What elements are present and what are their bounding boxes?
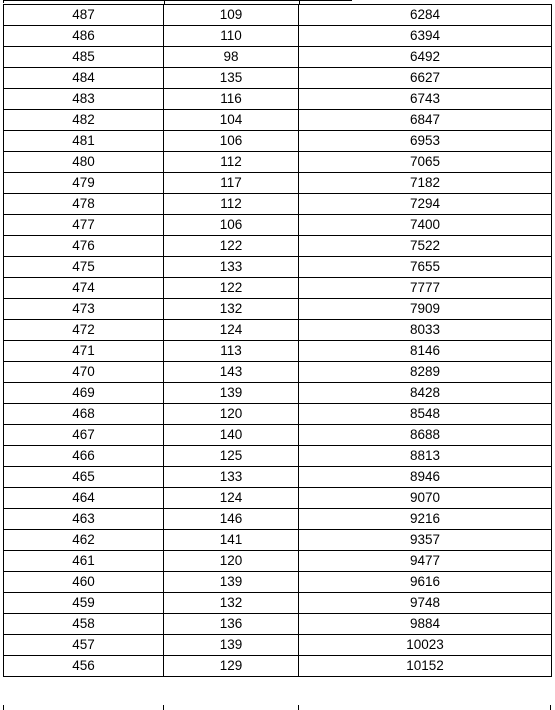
count-cell: 141	[164, 530, 299, 551]
cumulative-count-cell: 7655	[299, 257, 552, 278]
count-cell: 139	[164, 572, 299, 593]
score-cell: 464	[4, 488, 164, 509]
cumulative-count-cell: 8289	[299, 362, 552, 383]
score-cell: 463	[4, 509, 164, 530]
table-row	[4, 656, 552, 677]
table-row	[4, 89, 552, 110]
score-cell: 471	[4, 341, 164, 362]
count-cell: 139	[164, 383, 299, 404]
table-row	[4, 257, 552, 278]
count-cell: 143	[164, 362, 299, 383]
cumulative-count-cell: 9216	[299, 509, 552, 530]
cumulative-count-cell: 8146	[299, 341, 552, 362]
cumulative-count-cell: 6847	[299, 110, 552, 131]
count-cell: 109	[164, 5, 299, 26]
score-cell: 481	[4, 131, 164, 152]
cumulative-count-cell: 7294	[299, 194, 552, 215]
cumulative-count-cell: 9616	[299, 572, 552, 593]
count-cell: 113	[164, 341, 299, 362]
score-cell: 482	[4, 110, 164, 131]
count-cell: 133	[164, 257, 299, 278]
count-cell: 117	[164, 173, 299, 194]
count-cell: 112	[164, 152, 299, 173]
table-body	[4, 5, 552, 677]
cumulative-count-cell: 7522	[299, 236, 552, 257]
count-cell: 116	[164, 89, 299, 110]
score-cell: 459	[4, 593, 164, 614]
table-row	[4, 383, 552, 404]
table-row	[4, 614, 552, 635]
table-row	[4, 572, 552, 593]
table-row	[4, 47, 552, 68]
score-cell: 484	[4, 68, 164, 89]
cumulative-count-cell: 9070	[299, 488, 552, 509]
score-cell: 456	[4, 656, 164, 677]
count-cell: 136	[164, 614, 299, 635]
score-cell: 475	[4, 257, 164, 278]
cumulative-count-cell: 10023	[299, 635, 552, 656]
table-row	[4, 362, 552, 383]
score-cell: 457	[4, 635, 164, 656]
table-continuation-fragment	[3, 705, 551, 710]
table-row	[4, 320, 552, 341]
cumulative-count-cell: 10152	[299, 656, 552, 677]
count-cell: 106	[164, 131, 299, 152]
table-row	[4, 404, 552, 425]
cumulative-count-cell: 6492	[299, 47, 552, 68]
cumulative-count-cell: 8946	[299, 467, 552, 488]
score-cell: 476	[4, 236, 164, 257]
count-cell: 120	[164, 404, 299, 425]
score-cell: 460	[4, 572, 164, 593]
cumulative-count-cell: 6394	[299, 26, 552, 47]
cumulative-count-cell: 7400	[299, 215, 552, 236]
score-cell: 479	[4, 173, 164, 194]
cumulative-count-cell: 7065	[299, 152, 552, 173]
score-cell: 487	[4, 5, 164, 26]
score-cell: 474	[4, 278, 164, 299]
score-cell: 469	[4, 383, 164, 404]
count-cell: 122	[164, 278, 299, 299]
table-row	[4, 446, 552, 467]
cumulative-count-cell: 9884	[299, 614, 552, 635]
table-row	[4, 236, 552, 257]
count-cell: 106	[164, 215, 299, 236]
score-cell: 462	[4, 530, 164, 551]
cumulative-count-cell: 6743	[299, 89, 552, 110]
count-cell: 122	[164, 236, 299, 257]
score-cell: 461	[4, 551, 164, 572]
count-cell: 132	[164, 593, 299, 614]
column-divider	[550, 705, 551, 710]
cumulative-count-cell: 8548	[299, 404, 552, 425]
cumulative-count-cell: 8688	[299, 425, 552, 446]
count-cell: 120	[164, 551, 299, 572]
cumulative-count-cell: 9357	[299, 530, 552, 551]
cumulative-count-cell: 6953	[299, 131, 552, 152]
table-row	[4, 299, 552, 320]
table-row	[4, 278, 552, 299]
score-cell: 470	[4, 362, 164, 383]
table-row	[4, 530, 552, 551]
table-row	[4, 152, 552, 173]
table-row	[4, 110, 552, 131]
score-cell: 466	[4, 446, 164, 467]
cumulative-count-cell: 8428	[299, 383, 552, 404]
score-cell: 485	[4, 47, 164, 68]
score-cell: 480	[4, 152, 164, 173]
cumulative-count-cell: 8813	[299, 446, 552, 467]
score-cell: 458	[4, 614, 164, 635]
cumulative-count-cell: 7909	[299, 299, 552, 320]
table-row	[4, 467, 552, 488]
table-row	[4, 194, 552, 215]
table-row	[4, 131, 552, 152]
cumulative-count-cell: 9477	[299, 551, 552, 572]
count-cell: 125	[164, 446, 299, 467]
count-cell: 112	[164, 194, 299, 215]
count-cell: 139	[164, 635, 299, 656]
count-cell: 129	[164, 656, 299, 677]
count-cell: 124	[164, 488, 299, 509]
table-row	[4, 173, 552, 194]
cumulative-count-cell: 7182	[299, 173, 552, 194]
table-row	[4, 551, 552, 572]
count-cell: 135	[164, 68, 299, 89]
cumulative-count-cell: 7777	[299, 278, 552, 299]
table-row	[4, 215, 552, 236]
count-cell: 132	[164, 299, 299, 320]
column-divider	[163, 705, 164, 710]
score-cell: 483	[4, 89, 164, 110]
table-row	[4, 635, 552, 656]
score-cell: 472	[4, 320, 164, 341]
table-top-border-fragment	[3, 0, 352, 3]
score-cell: 473	[4, 299, 164, 320]
table-row	[4, 425, 552, 446]
score-cell: 467	[4, 425, 164, 446]
cumulative-count-cell: 6284	[299, 5, 552, 26]
score-cell: 478	[4, 194, 164, 215]
count-cell: 133	[164, 467, 299, 488]
cumulative-count-cell: 6627	[299, 68, 552, 89]
count-cell: 124	[164, 320, 299, 341]
column-divider	[3, 705, 4, 710]
score-distribution-table	[3, 4, 552, 677]
score-cell: 468	[4, 404, 164, 425]
cumulative-count-cell: 8033	[299, 320, 552, 341]
score-cell: 465	[4, 467, 164, 488]
table-row	[4, 26, 552, 47]
cumulative-count-cell: 9748	[299, 593, 552, 614]
score-cell: 486	[4, 26, 164, 47]
table-row	[4, 5, 552, 26]
count-cell: 98	[164, 47, 299, 68]
column-divider	[298, 705, 299, 710]
table-row	[4, 488, 552, 509]
table-row	[4, 593, 552, 614]
count-cell: 104	[164, 110, 299, 131]
score-cell: 477	[4, 215, 164, 236]
table-row	[4, 68, 552, 89]
table-row	[4, 509, 552, 530]
count-cell: 140	[164, 425, 299, 446]
count-cell: 110	[164, 26, 299, 47]
count-cell: 146	[164, 509, 299, 530]
table-row	[4, 341, 552, 362]
